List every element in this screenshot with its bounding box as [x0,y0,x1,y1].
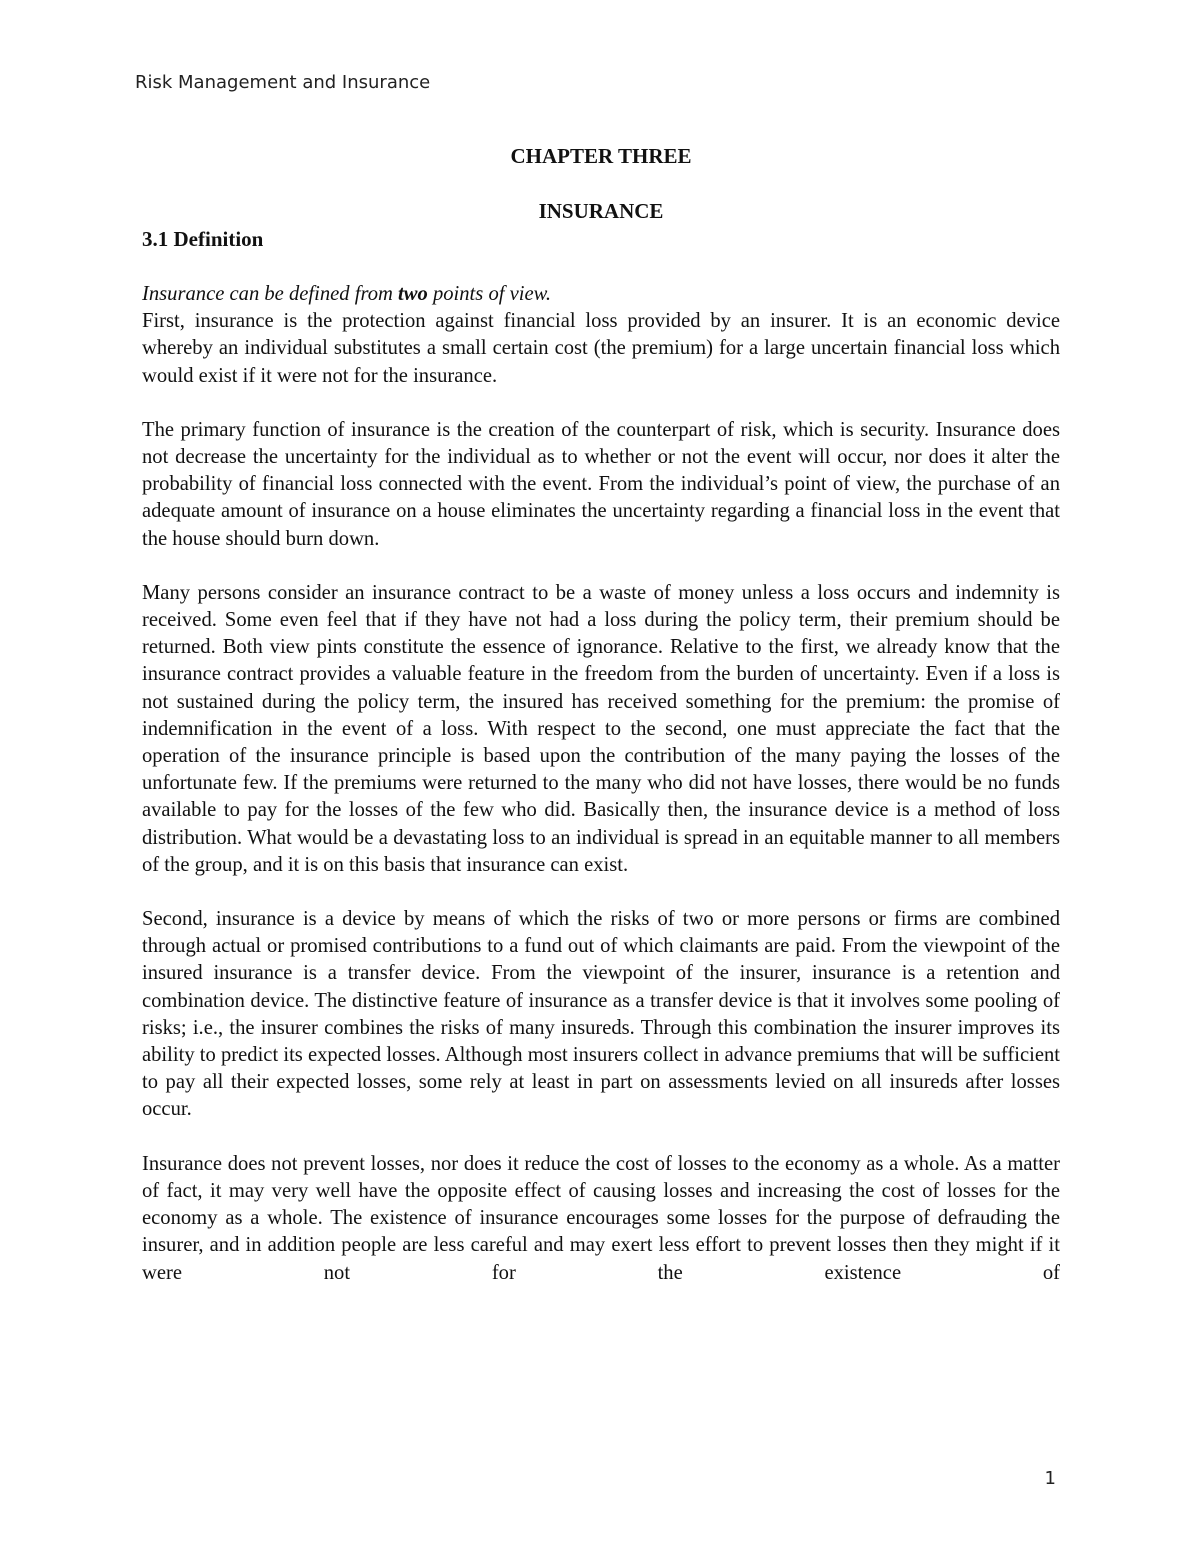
section-heading: 3.1 Definition [142,227,264,251]
intro-text-emphasis: two [398,283,428,305]
intro-text-before: Insurance can be defined from [142,283,399,305]
running-header: Risk Management and Insurance [135,72,431,93]
chapter-subtitle: INSURANCE [538,199,664,223]
paragraph-does-not-prevent-losses: Insurance does not prevent losses, nor does it reduce the cost of losses to the economy as a whole. As a matter of fact, it may very well have the opposite effect of causing losses and increasing the cost of losses for the economy as a whole. The existence of insurance encourages some losses for the purpose of defrauding the insurer, and in addition people are less careful and may exert less effort to prevent losses then they might if it were not for the existence of [142,1152,1060,1284]
chapter-title: CHAPTER THREE [510,144,692,168]
intro-text-after: points of view. [427,283,551,305]
page-content [142,143,1060,1287]
page-number: 1 [1044,1468,1056,1489]
paragraph-second-definition: Second, insurance is a device by means of which the risks of two or more persons or firms are combined through actual or promised contributions to a fund out of which claimants are paid. From the viewpoint of the insured insurance is a transfer device. From the viewpoint of the insurer, insurance is a retention and combination device. The distinctive feature of insurance as a transfer device is that it involves some pooling of risks; i.e., the insurer combines the risks of many insureds. Through this combination the insurer improves its ability to predict its expected losses. Although most insurers collect in advance premiums that will be sufficient to pay all their expected losses, some rely at least in part on assessments levied on all insureds after losses occur. [142,908,1060,1121]
section-intro [142,281,1060,308]
paragraph-first-definition: First, insurance is the protection against financial loss provided by an insurer. It is an economic device whereby an individual substitutes a small certain cost (the premium) for a large uncertain financial loss which would exist if it were not for the insurance. [142,310,1060,387]
paragraph-primary-function: The primary function of insurance is the creation of the counterpart of risk, which is security. Insurance does not decrease the uncertainty for the individual as to whether or not the event will occur, nor does it alter the probability of financial loss connected with the event. From the individual’s point of view, the purchase of an adequate amount of insurance on a house eliminates the uncertainty regarding a financial loss in the event that the house should burn down. [142,418,1060,550]
paragraph-waste-of-money: Many persons consider an insurance contract to be a waste of money unless a loss occurs and indemnity is received. Some even feel that if they have not had a loss during the policy term, their premium should be returned. Both view pints constitute the essence of ignorance. Relative to the first, we already know that the insurance contract provides a valuable feature in the freedom from the burden of uncertainty. Even if a loss is not sustained during the policy term, the insured has received something for the premium: the promise of indemnification in the event of a loss. With respect to the second, one must appreciate the fact that the operation of the insurance principle is based upon the contribution of the many paying the losses of the unfortunate few. If the premiums were returned to the many who did not have losses, there would be no funds available to pay for the losses of the few who did. Basically then, the insurance device is a method of loss distribution. What would be a devastating loss to an individual is spread in an equitable manner to all members of the group, and it is on this basis that insurance can exist. [142,581,1060,876]
